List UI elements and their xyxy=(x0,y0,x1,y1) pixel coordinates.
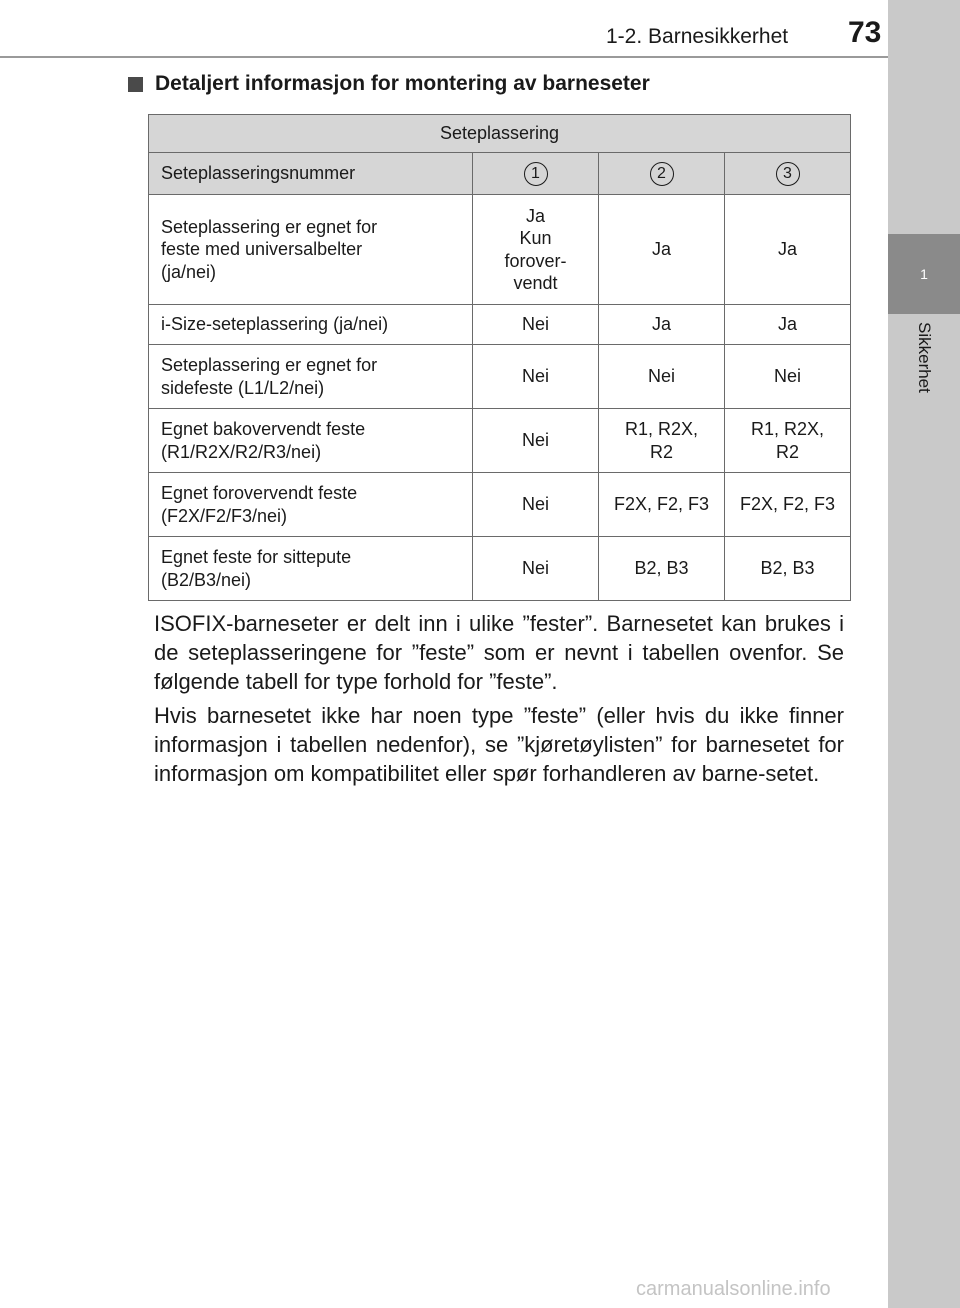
value-line: Nei xyxy=(774,366,802,387)
paragraph-2: Hvis barnesetet ikke har noen type ”feste” (eller hvis du ikke finner informasjon i tabellen nedenfor), se ”kjøretøylisten” for barnesetet for informasjon om kompatibilitet eller spør forhandleren av barne-setet. xyxy=(154,703,844,786)
value-cell xyxy=(725,537,851,601)
chapter-number: 1 xyxy=(920,266,928,282)
value-cell xyxy=(599,473,725,537)
page-number: 73 xyxy=(848,16,882,49)
value-line: F2X, F2, F3 xyxy=(739,494,836,515)
value-cell xyxy=(599,305,725,345)
value-line: Ja xyxy=(525,205,545,226)
chapter-tab[interactable] xyxy=(888,234,960,314)
table-row xyxy=(149,473,851,537)
square-bullet-icon xyxy=(128,77,143,92)
seat-number-cell xyxy=(725,153,851,195)
seat-position-table xyxy=(148,114,851,601)
value-cell xyxy=(473,345,599,409)
seat-number-label: Seteplasseringsnummer xyxy=(149,153,473,195)
value-line: Ja xyxy=(778,314,798,335)
row-label xyxy=(149,537,473,601)
watermark: carmanualsonline.info xyxy=(636,1278,831,1300)
value-line: Nei xyxy=(521,430,549,451)
row-label xyxy=(149,195,473,305)
seat-number-cell xyxy=(599,153,725,195)
value-line: R1, R2X, xyxy=(750,419,825,439)
value-line: Nei xyxy=(521,366,549,387)
value-line: F2X, F2, F3 xyxy=(613,494,710,515)
value-line: vendt xyxy=(513,273,558,293)
row-label xyxy=(149,305,473,345)
value-cell xyxy=(473,305,599,345)
row-label-line: Egnet bakovervendt feste xyxy=(161,419,366,439)
value-cell xyxy=(599,345,725,409)
value-line: Nei xyxy=(521,494,549,515)
paragraph-1: ISOFIX-barneseter er delt inn i ulike ”fester”. Barnesetet kan brukes i de seteplasseringene for ”feste” som er nevnt i tabellen ovenfor. Se følgende tabell for type forhold for ”feste”. xyxy=(154,611,844,694)
row-label-line: feste med universalbelter xyxy=(161,239,363,260)
table-row xyxy=(149,305,851,345)
value-cell xyxy=(725,345,851,409)
value-line: B2, B3 xyxy=(634,558,689,579)
row-label-line: (F2X/F2/F3/nei) xyxy=(161,505,288,526)
value-line: R2 xyxy=(649,441,673,462)
value-line: R1, R2X, xyxy=(624,419,699,439)
row-label xyxy=(149,409,473,473)
value-cell xyxy=(473,409,599,473)
value-line: Ja xyxy=(651,239,671,260)
value-line: Ja xyxy=(778,239,798,260)
value-line: Nei xyxy=(521,558,549,579)
seat-number-1: 1 xyxy=(524,162,548,186)
value-line: Nei xyxy=(521,314,549,335)
value-line: R2 xyxy=(776,441,800,462)
row-label-line: (ja/nei) xyxy=(161,261,217,282)
header-divider xyxy=(0,56,888,58)
value-cell xyxy=(725,473,851,537)
value-line: B2, B3 xyxy=(760,558,815,579)
value-cell xyxy=(599,409,725,473)
row-label xyxy=(149,345,473,409)
chapter-label: Sikkerhet xyxy=(915,322,934,393)
value-cell xyxy=(473,537,599,601)
value-cell xyxy=(725,409,851,473)
value-cell xyxy=(473,195,599,305)
seat-number-3: 3 xyxy=(776,162,800,186)
table-row xyxy=(149,537,851,601)
table-row xyxy=(149,409,851,473)
row-label-line: (B2/B3/nei) xyxy=(161,569,252,590)
section-title-text: Detaljert informasjon for montering av barneseter xyxy=(155,72,650,95)
table-title-row xyxy=(149,115,851,153)
table-title: Seteplassering xyxy=(149,115,851,153)
value-cell xyxy=(599,537,725,601)
table-row xyxy=(149,345,851,409)
row-label-line: Seteplassering er egnet for xyxy=(161,216,378,237)
sidebar xyxy=(888,0,960,1308)
row-label-line: (R1/R2X/R2/R3/nei) xyxy=(161,441,322,462)
seat-number-2: 2 xyxy=(650,162,674,186)
row-label xyxy=(149,473,473,537)
value-cell xyxy=(599,195,725,305)
value-cell xyxy=(725,305,851,345)
row-label-line: Egnet forovervendt feste xyxy=(161,483,358,503)
seat-number-row xyxy=(149,153,851,195)
value-cell xyxy=(473,473,599,537)
section-title xyxy=(128,72,650,96)
value-line: Ja xyxy=(651,314,671,335)
value-line: Nei xyxy=(647,366,675,387)
row-label-line: sidefeste (L1/L2/nei) xyxy=(161,377,325,398)
seat-number-cell xyxy=(473,153,599,195)
value-line: Kun xyxy=(519,228,552,248)
running-header: 1-2. Barnesikkerhet xyxy=(606,25,789,48)
table-row xyxy=(149,195,851,305)
value-cell xyxy=(725,195,851,305)
row-label-line: Egnet feste for sittepute xyxy=(161,547,352,567)
value-line: forover- xyxy=(504,250,567,271)
row-label-line: i-Size-seteplassering (ja/nei) xyxy=(161,314,389,335)
row-label-line: Seteplassering er egnet for xyxy=(161,355,378,375)
